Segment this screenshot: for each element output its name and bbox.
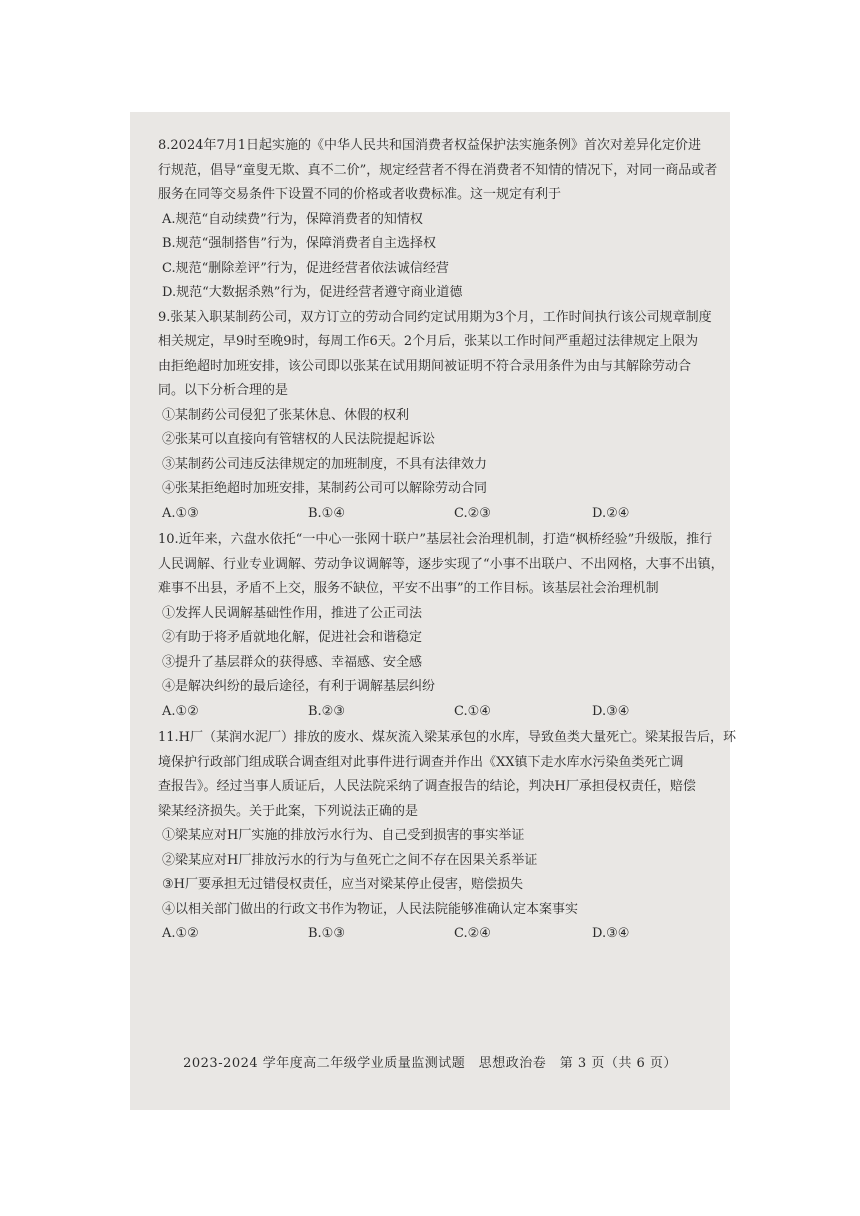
- choice-d: D.③④: [592, 703, 630, 719]
- statement-4: ④张某拒绝超时加班安排，某制药公司可以解除劳动合同: [162, 481, 488, 496]
- statement-1: ①梁某应对H厂实施的排放污水行为、自己受到损害的事实举证: [162, 828, 525, 843]
- question-10: [158, 528, 724, 724]
- option-b: B.规范“强制搭售”行为，保障消费者自主选择权: [162, 236, 436, 251]
- statement-1: ①某制药公司侵犯了张某休息、休假的权利: [162, 407, 410, 423]
- question-stem-line: 难事不出县，矛盾不上交，服务不缺位，平安不出事”的工作目标。该基层社会治理机制: [158, 581, 659, 596]
- choice-c: C.②③: [454, 505, 491, 521]
- page-footer: 2023-2024 学年度高二年级学业质量监测试题 思想政治卷 第 3 页（共 6 页）: [183, 1056, 677, 1071]
- question-stem-line: 相关规定，早9时至晚9时，每周工作6天。2个月后，张某以工作时间严重超过法律规定上限为: [158, 334, 699, 349]
- answer-choices: [158, 922, 708, 947]
- choice-c: C.①④: [454, 703, 491, 719]
- statement-1: ①发挥人民调解基础性作用，推进了公正司法: [162, 605, 423, 621]
- statement-4: ④以相关部门做出的行政文书作为物证，人民法院能够准确认定本案事实: [162, 901, 579, 917]
- choice-c: C.②④: [454, 926, 491, 941]
- exam-page: [130, 112, 737, 1110]
- statement-3: ③提升了基层群众的获得感、幸福感、安全感: [162, 654, 423, 670]
- choice-b: B.①④: [308, 505, 345, 521]
- question-8: [158, 134, 718, 306]
- question-stem-line: 10.近年来，六盘水依托“一中心一张网十联户”基层社会治理机制，打造“枫桥经验”升级版，推行: [158, 532, 713, 547]
- option-c: C.规范“删除差评”行为，促进经营者依法诚信经营: [162, 260, 449, 276]
- question-stem-line: 人民调解、行业专业调解、劳动争议调解等，逐步实现了“小事不出联户、不出网格，大事不出镇，: [158, 556, 724, 572]
- answer-choices: [158, 502, 708, 527]
- statement-2: ②梁某应对H厂排放污水的行为与鱼死亡之间不存在因果关系举证: [162, 852, 538, 868]
- option-d: D.规范“大数据杀熟”行为，促进经营者遵守商业道德: [162, 285, 463, 300]
- question-stem-line: 服务在同等交易条件下设置不同的价格或者收费标准。这一规定有利于: [158, 187, 562, 202]
- question-stem-line: 9.张某入职某制药公司，双方订立的劳动合同约定试用期为3个月，工作时间执行该公司规章制度: [158, 309, 712, 325]
- question-stem-line: 梁某经济损失。关于此案，下列说法正确的是: [158, 803, 419, 819]
- statement-4: ④是解决纠纷的最后途径，有利于调解基层纠纷: [162, 679, 436, 694]
- question-stem-line: 11.H厂（某润水泥厂）排放的废水、煤灰流入梁某承包的水库，导致鱼类大量死亡。梁某报告后，环: [158, 730, 737, 745]
- question-stem-line: 境保护行政部门组成联合调查组对此事件进行调查并作出《XX镇下走水库水污染鱼类死亡调: [158, 754, 684, 770]
- statement-3: ③某制药公司违反法律规定的加班制度，不具有法律效力: [162, 456, 488, 472]
- statement-3: ③H厂要承担无过错侵权责任，应当对梁某停止侵害，赔偿损失: [162, 877, 523, 892]
- option-a: A.规范“自动续费”行为，保障消费者的知情权: [162, 211, 423, 227]
- question-stem-line: 行规范，倡导“童叟无欺、真不二价”，规定经营者不得在消费者不知情的情况下，对同一商品或者: [158, 162, 718, 178]
- question-stem-line: 由拒绝超时加班安排，该公司即以张某在试用期间被证明不符合录用条件为由与其解除劳动合: [158, 358, 692, 374]
- answer-choices: [158, 700, 708, 725]
- choice-d: D.③④: [592, 926, 630, 941]
- choice-a: A.①③: [162, 505, 199, 521]
- question-stem-line: 查报告》。经过当事人质证后，人民法院采纳了调查报告的结论，判决H厂承担侵权责任，赔偿: [158, 779, 696, 794]
- choice-b: B.②③: [308, 703, 345, 719]
- question-stem-line: 同。以下分析合理的是: [158, 383, 289, 398]
- statement-2: ②张某可以直接向有管辖权的人民法院提起诉讼: [162, 432, 436, 447]
- question-11: [158, 726, 737, 947]
- choice-a: A.①②: [162, 926, 199, 941]
- choice-a: A.①②: [162, 703, 199, 719]
- question-9: [158, 306, 712, 527]
- question-stem-line: 8.2024年7月1日起实施的《中华人民共和国消费者权益保护法实施条例》首次对差异化定价进: [158, 138, 702, 153]
- choice-d: D.②④: [592, 505, 630, 521]
- choice-b: B.①③: [308, 926, 345, 941]
- statement-2: ②有助于将矛盾就地化解，促进社会和谐稳定: [162, 630, 423, 645]
